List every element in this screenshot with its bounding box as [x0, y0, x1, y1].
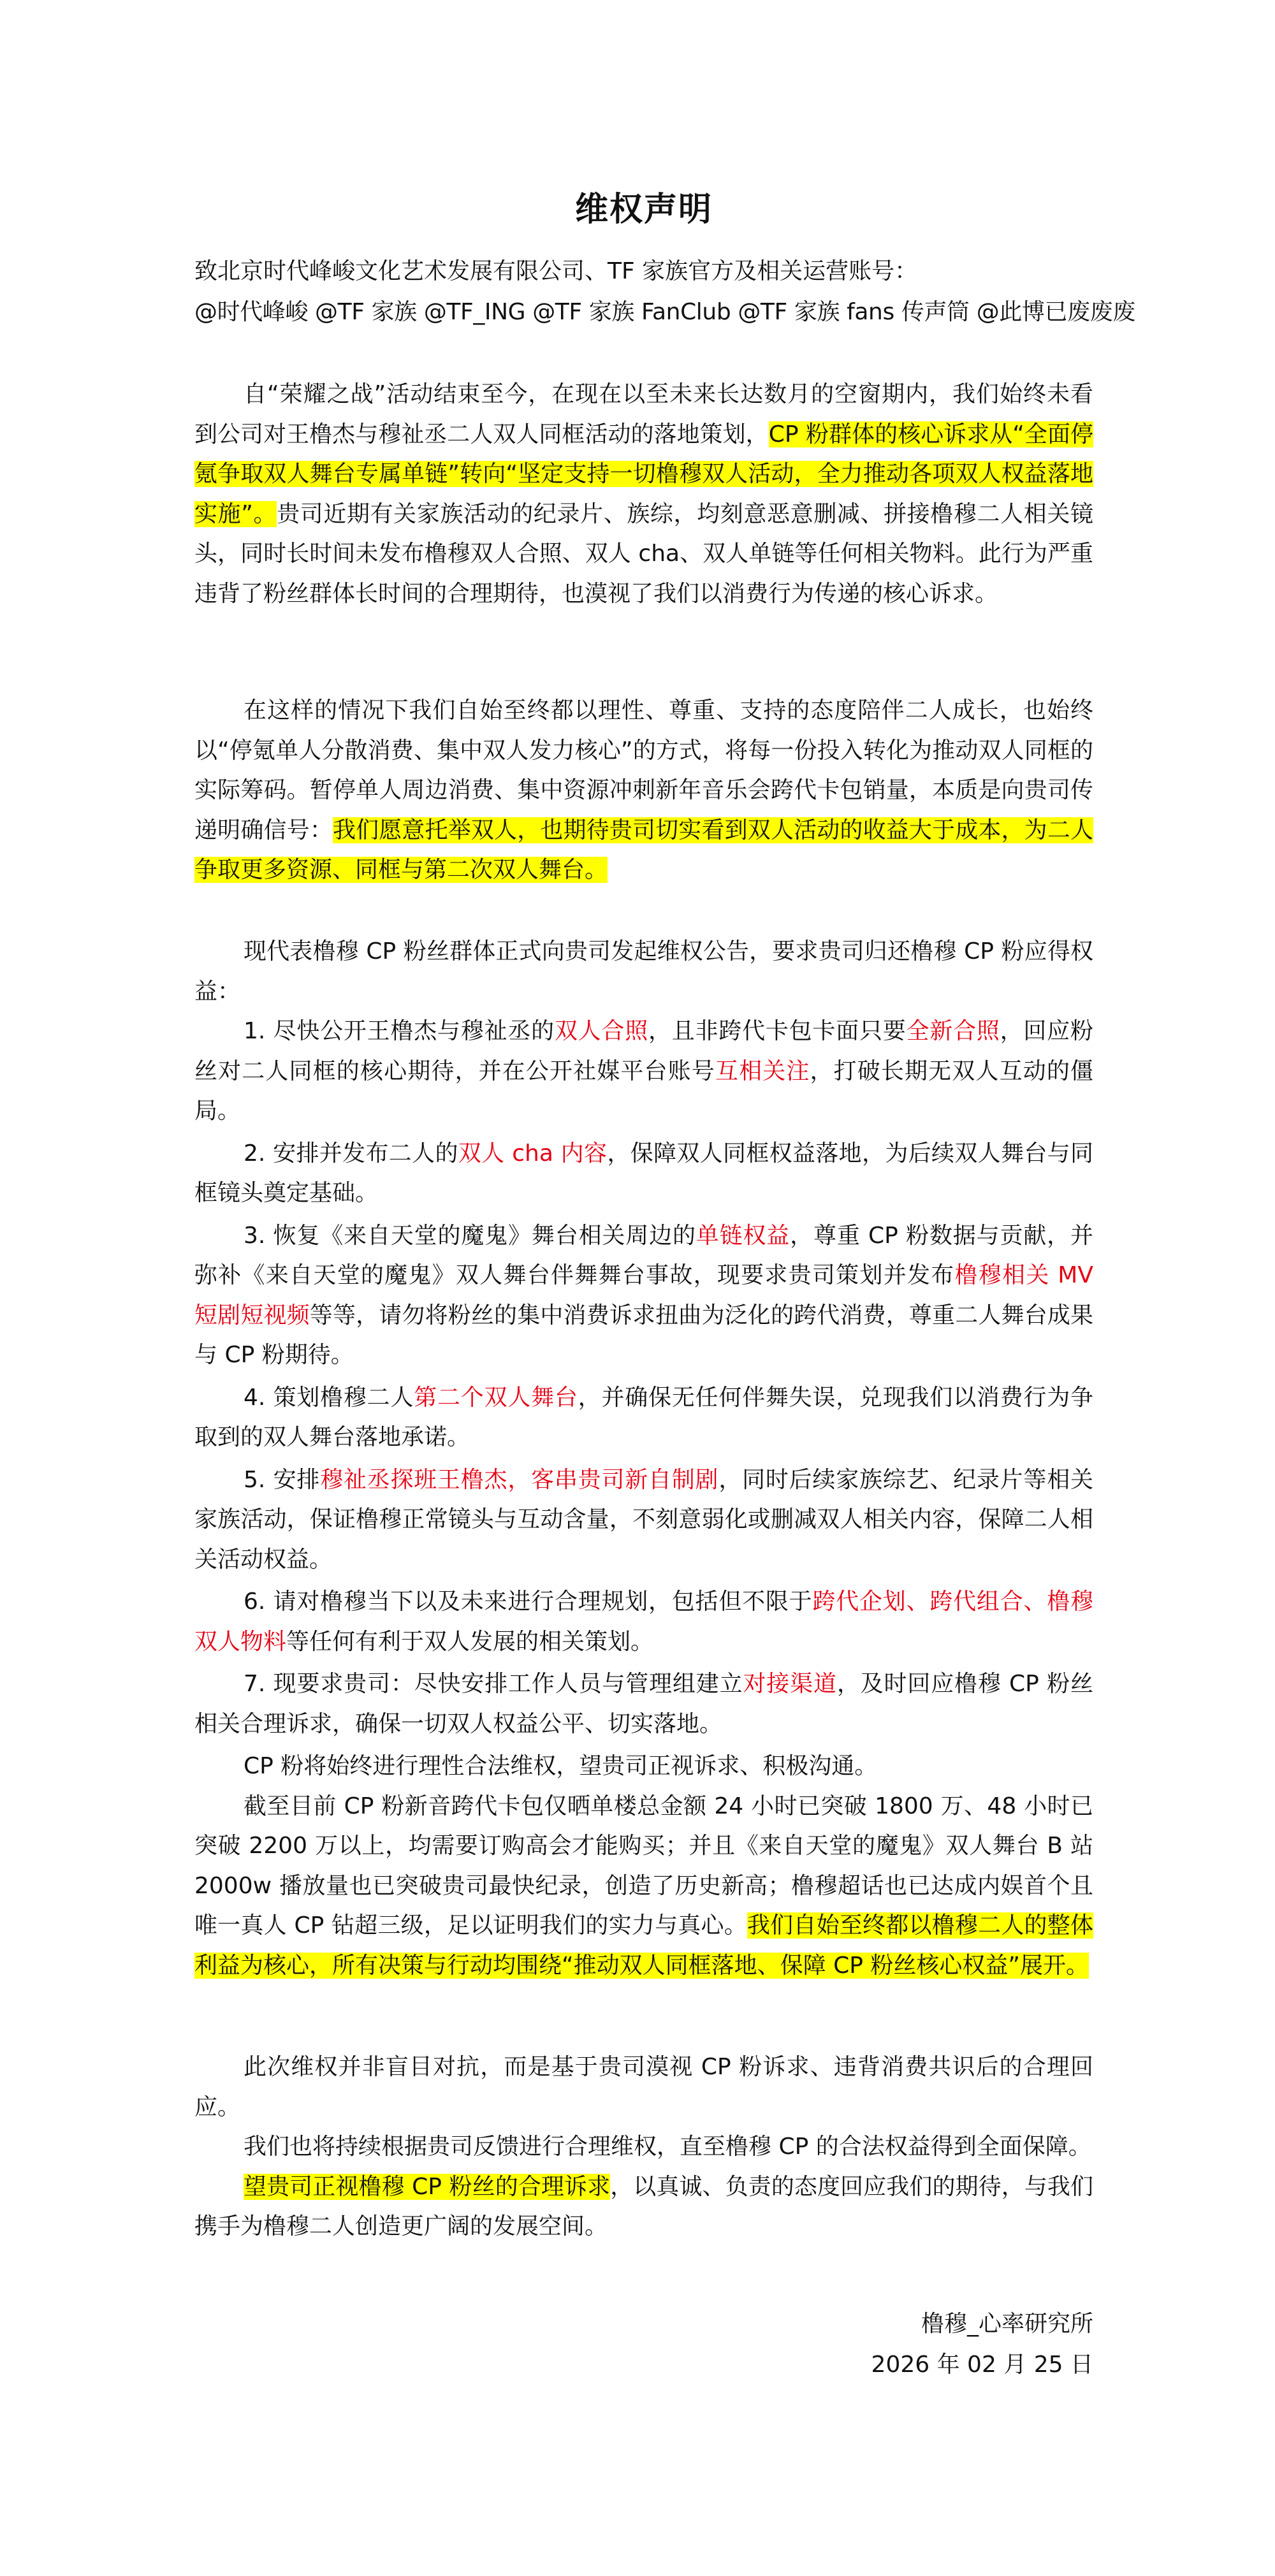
- demand-emphasis: 全新合照: [906, 1018, 1000, 1044]
- signature-date: 2026 年 02 月 25 日: [871, 2352, 1093, 2378]
- stats-text: 截至目前 CP 粉新音跨代卡包仅晒单楼总金额 24 小时已突破 1800 万、48 小时已突破 2200 万以上，均需要订购高会才能购买；并且《来自天堂的魔鬼》双人舞台 B 站 2000w 播放量也已突破贵司最快纪录，创造了历史新高；橹穆超话也已达成内娱首个且唯一真人 CP 钻超三级，足以证明我们的实力与真心。: [194, 1793, 1093, 1939]
- demand-text: 1. 尽快公开王橹杰与穆祉丞的: [244, 1018, 555, 1044]
- salutation-mentions: @时代峰峻 @TF 家族 @TF_ING @TF 家族 FanClub @TF 家族 fans 传声筒 @此博已废废废: [194, 299, 1135, 325]
- demand-item-7: [194, 1664, 1093, 1744]
- demand-item-2: [194, 1134, 1093, 1214]
- salutation: [194, 251, 1135, 333]
- demand-emphasis: 互相关注: [715, 1058, 810, 1084]
- paragraph-1-text-a: 自“荣耀之战”活动结束至今，在现在以至未来长达数月的空窗期内，我们始终未看到公司对王橹杰与穆祉丞二人双人同框活动的落地策划，: [194, 381, 1093, 448]
- demand-text: 6. 请对橹穆当下以及未来进行合理规划，包括但不限于: [244, 1589, 813, 1615]
- demand-text: 4. 策划橹穆二人: [244, 1384, 414, 1411]
- demand-emphasis: 橹穆相关 MV 短剧短视频: [194, 1262, 1093, 1328]
- salutation-recipient: 致北京时代峰峻文化艺术发展有限公司、TF 家族官方及相关运营账号：: [194, 258, 918, 284]
- demand-emphasis: 双人合照: [554, 1018, 648, 1044]
- demand-text: 7. 现要求贵司：尽快安排工作人员与管理组建立: [244, 1671, 743, 1697]
- stats-paragraph: [194, 1787, 1093, 1986]
- demand-item-3: [194, 1216, 1093, 1376]
- paragraph-1: [194, 375, 1093, 614]
- demand-text: ，回应粉丝对二人同框的核心期待，并在公开社媒平台账号: [194, 1018, 1093, 1084]
- demand-text: ，保障双人同框权益落地，为后续双人舞台与同框镜头奠定基础。: [194, 1140, 1093, 1206]
- paragraph-2-highlight: 我们愿意托举双人，也期待贵司切实看到双人活动的收益大于成本，为二人争取更多资源、同框与第二次双人舞台。: [194, 817, 1093, 883]
- paragraph-2: [194, 691, 1093, 891]
- paragraph-1-highlight: CP 粉群体的核心诉求从“全面停氪争取双人舞台专属单链”转向“坚定支持一切橹穆双人活动，全力推动各项双人权益落地实施”。: [194, 421, 1093, 527]
- closing-text: ，以真诚、负责的态度回应我们的期待，与我们携手为橹穆二人创造更广阔的发展空间。: [194, 2173, 1093, 2239]
- demand-text: 2. 安排并发布二人的: [244, 1140, 458, 1167]
- paragraph-1-text-b: 贵司近期有关家族活动的纪录片、族综，均刻意恶意删减、拼接橹穆二人相关镜头，同时长时间未发布橹穆双人合照、双人 cha、双人单链等任何相关物料。此行为严重违背了粉丝群体长时间的合理期待，也漠视了我们以消费行为传递的核心诉求。: [194, 500, 1093, 607]
- paragraph-2-text-a: 在这样的情况下我们自始至终都以理性、尊重、支持的态度陪伴二人成长，也始终以“停氪单人分散消费、集中双人发力核心”的方式，将每一份投入转化为推动双人同框的实际筹码。暂停单人周边消费、集中资源冲刺新年音乐会跨代卡包销量，本质是向贵司传递明确信号：: [194, 697, 1093, 843]
- signature-block: [871, 2304, 1093, 2385]
- demand-item-1: [194, 1012, 1093, 1132]
- demand-text: 等任何有利于双人发展的相关策划。: [286, 1628, 654, 1655]
- demand-item-6: [194, 1582, 1093, 1662]
- demand-emphasis: 跨代企划、跨代组合、橹穆双人物料: [194, 1589, 1093, 1655]
- stats-highlight: 我们自始至终都以橹穆二人的整体利益为核心，所有决策与行动均围绕“推动双人同框落地、保障 CP 粉丝核心权益”展开。: [194, 1912, 1093, 1979]
- paragraph-3: 现代表橹穆 CP 粉丝群体正式向贵司发起维权公告，要求贵司归还橹穆 CP 粉应得权益：: [194, 938, 1093, 1005]
- closing-highlight: 望贵司正视橹穆 CP 粉丝的合理诉求: [244, 2173, 611, 2200]
- demand-text: 等等，请勿将粉丝的集中消费诉求扭曲为泛化的跨代消费，尊重二人舞台成果与 CP 粉期待。: [194, 1302, 1093, 1368]
- demand-item-4: [194, 1378, 1093, 1458]
- demand-emphasis: 双人 cha 内容: [458, 1140, 608, 1167]
- closing-paragraph-2: 我们也将持续根据贵司反馈进行合理维权，直至橹穆 CP 的合法权益得到全面保障。: [244, 2134, 1091, 2160]
- demand-text: ，且非跨代卡包卡面只要: [648, 1018, 907, 1044]
- document-title: 维权声明: [574, 190, 713, 229]
- commitment-line: CP 粉将始终进行理性合法维权，望贵司正视诉求、积极沟通。: [244, 1753, 878, 1779]
- demand-text: ，尊重 CP 粉数据与贡献，并弥补《来自天堂的魔鬼》双人舞台伴舞舞台事故，现要求贵司策划并发布: [194, 1222, 1093, 1288]
- demand-text: 3. 恢复《来自天堂的魔鬼》舞台相关周边的: [244, 1222, 696, 1249]
- demand-text: ，同时后续家族综艺、纪录片等相关家族活动，保证橹穆正常镜头与互动含量，不刻意弱化或删减双人相关内容，保障二人相关活动权益。: [194, 1466, 1093, 1573]
- closing-section: [194, 2048, 1093, 2247]
- demand-emphasis: 第二个双人舞台: [414, 1384, 578, 1411]
- demand-text: 5. 安排: [244, 1466, 321, 1493]
- demand-emphasis: 穆祉丞探班王橹杰，客串贵司新自制剧: [320, 1466, 719, 1493]
- closing-paragraph-3: [194, 2167, 1093, 2247]
- demand-text: ，并确保无任何伴舞失误，兑现我们以消费行为争取到的双人舞台落地承诺。: [194, 1384, 1093, 1450]
- closing-paragraph-1: 此次维权并非盲目对抗，而是基于贵司漠视 CP 粉诉求、违背消费共识后的合理回应。: [194, 2054, 1093, 2120]
- demands-section: [194, 932, 1093, 1986]
- demand-text: ，及时回应橹穆 CP 粉丝相关合理诉求，确保一切双人权益公平、切实落地。: [194, 1671, 1093, 1737]
- demand-emphasis: 对接渠道: [743, 1671, 837, 1697]
- demand-text: ，打破长期无双人互动的僵局。: [194, 1058, 1093, 1124]
- signature-name: 橹穆_心率研究所: [921, 2311, 1093, 2337]
- demand-emphasis: 单链权益: [696, 1222, 790, 1249]
- demand-item-5: [194, 1460, 1093, 1580]
